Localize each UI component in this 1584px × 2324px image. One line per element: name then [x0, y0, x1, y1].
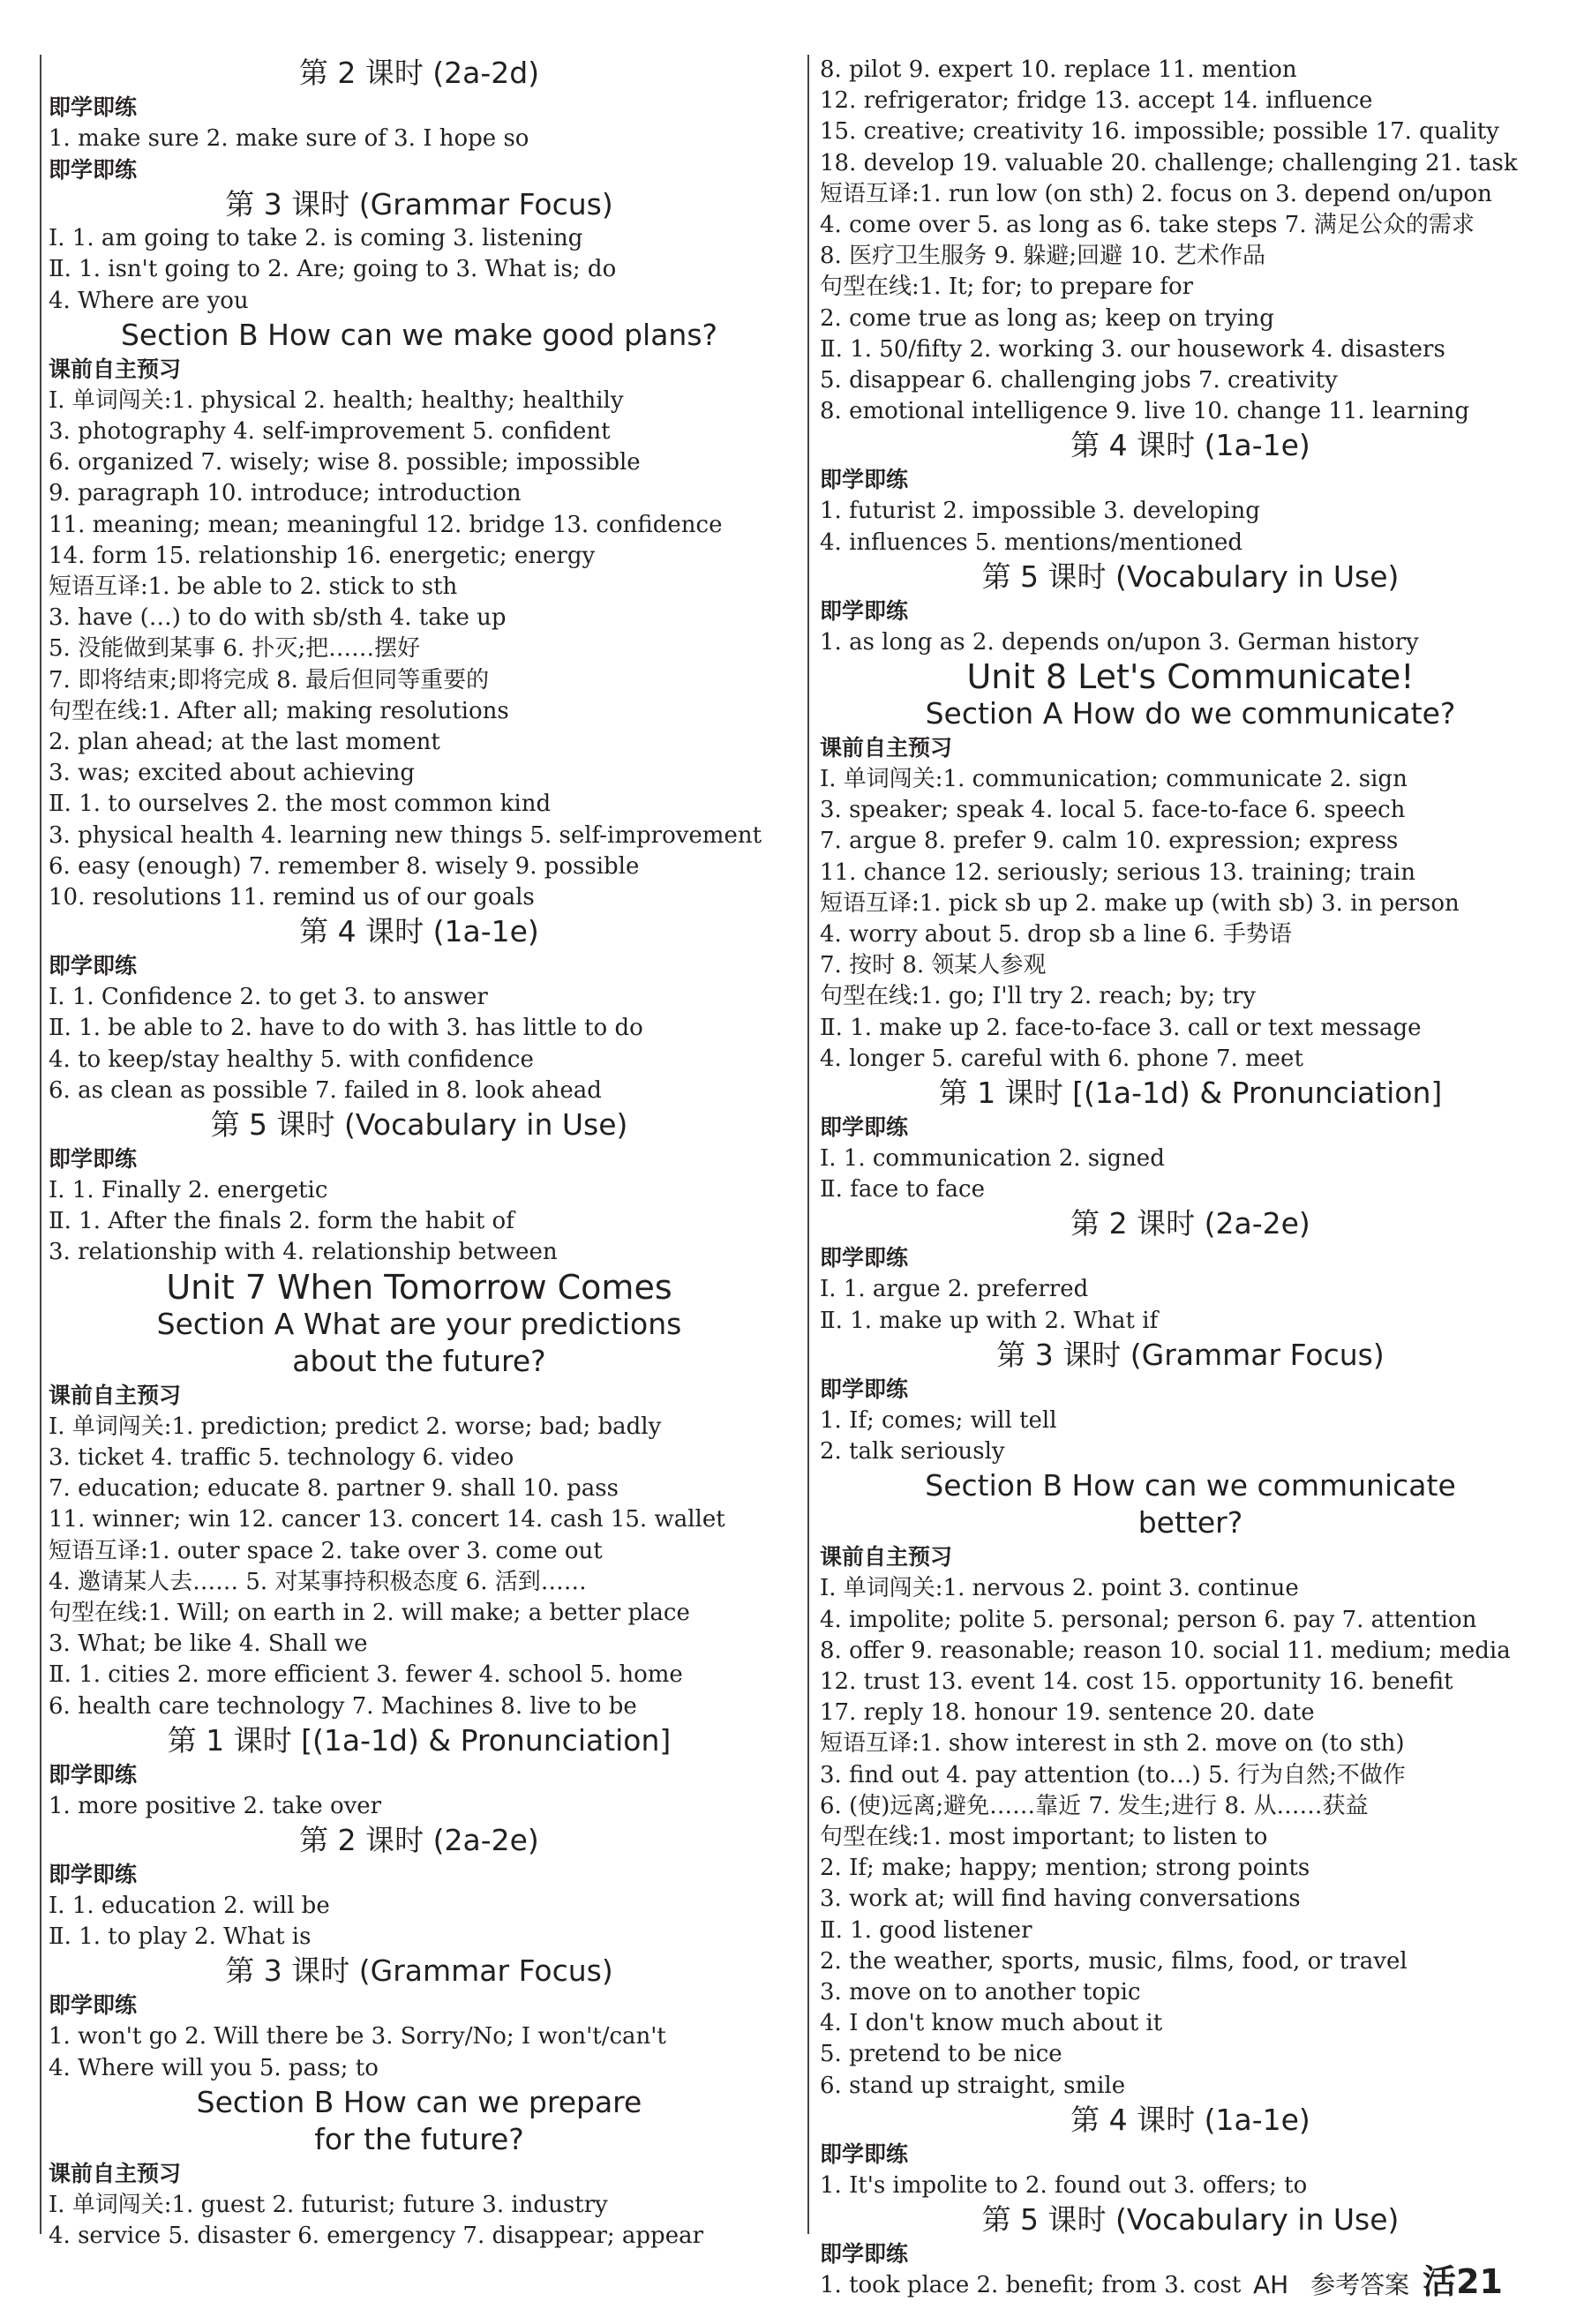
exercise-label: 即学即练 — [820, 1245, 909, 1271]
answer-line: 4. 邀请某人去…… 5. 对某事持积极态度 6. 活到…… — [49, 1568, 587, 1595]
section-heading: Section B How can we make good plans? — [120, 317, 718, 352]
answer-line: 1. make sure 2. make sure of 3. I hope so — [49, 125, 529, 152]
answer-line: 3. What; be like 4. Shall we — [49, 1631, 368, 1658]
answer-line: Ⅱ. 1. cities 2. more efficient 3. fewer 4. school 5. home — [49, 1661, 683, 1689]
section-heading: Section A What are your predictions — [156, 1306, 682, 1341]
answer-line: Ⅰ. 1. argue 2. preferred — [820, 1276, 1089, 1303]
unit-heading: Unit 8 Let's Communicate! — [966, 657, 1415, 697]
answer-line: 句型在线:1. most important; to listen to — [820, 1823, 1268, 1850]
answer-line: 2. plan ahead; at the last moment — [49, 729, 440, 756]
answer-line: 3. photography 4. self-improvement 5. confident — [49, 418, 611, 446]
answer-line: 18. develop 19. valuable 20. challenge; challenging 21. task — [820, 149, 1518, 176]
answer-line: 2. the weather, sports, music, films, food, or travel — [820, 1947, 1408, 1975]
answer-line: 短语互译:1. outer space 2. take over 3. come out — [49, 1537, 603, 1564]
answer-line: 7. education; educate 8. partner 9. shall 10. pass — [49, 1475, 619, 1503]
section-heading: Section B How can we prepare — [196, 2084, 642, 2119]
answer-line: 5. pretend to be nice — [820, 2041, 1062, 2068]
answer-line: 6. organized 7. wisely; wise 8. possible; impossible — [49, 449, 641, 476]
answer-line: 4. impolite; polite 5. personal; person 6. pay 7. attention — [820, 1606, 1477, 1633]
footer-page-prefix: 活 — [1423, 2262, 1457, 2301]
exercise-label: 即学即练 — [49, 94, 138, 120]
answer-line: 11. chance 12. seriously; serious 13. training; train — [820, 858, 1415, 886]
page-footer — [1253, 2254, 1503, 2303]
answer-line: 1. as long as 2. depends on/upon 3. German history — [820, 628, 1419, 656]
answer-line: 6. as clean as possible 7. failed in 8. look ahead — [49, 1076, 602, 1104]
answer-line: 9. paragraph 10. introduce; introduction — [49, 480, 522, 507]
footer-label: 参考答案 — [1310, 2270, 1410, 2299]
answer-line: 8. 医疗卫生服务 9. 躲避;回避 10. 艺术作品 — [820, 243, 1266, 270]
section-heading-cont: about the future? — [292, 1343, 546, 1378]
answer-line: 3. physical health 4. learning new things 5. self-improvement — [49, 821, 762, 849]
answer-line: Ⅱ. 1. After the finals 2. form the habit of — [49, 1208, 514, 1235]
exercise-label: 即学即练 — [820, 597, 909, 624]
answer-line: Ⅰ. 单词闯关:1. physical 2. health; healthy; healthily — [49, 386, 624, 414]
answer-line: 7. argue 8. prefer 9. calm 10. expression; express — [820, 828, 1399, 855]
exercise-label: 即学即练 — [49, 1861, 138, 1887]
exercise-label: 即学即练 — [820, 2140, 909, 2167]
answer-line: 4. to keep/stay healthy 5. with confidence — [49, 1046, 534, 1073]
exercise-label: 课前自主预习 — [49, 2160, 182, 2186]
answer-line: 4. worry about 5. drop sb a line 6. 手势语 — [820, 921, 1292, 948]
answer-line: 短语互译:1. be able to 2. stick to sth — [49, 574, 458, 601]
answer-line: 1. futurist 2. impossible 3. developing — [820, 498, 1260, 525]
answer-line: 句型在线:1. After all; making resolutions — [49, 697, 509, 724]
section-heading-cont: better? — [1137, 1505, 1243, 1541]
answer-line: 短语互译:1. run low (on sth) 2. focus on 3. depend on/upon — [820, 180, 1492, 207]
section-heading: 第 4 课时 (1a-1e) — [1070, 428, 1310, 463]
answer-line: Ⅰ. 1. education 2. will be — [49, 1892, 330, 1919]
page-number: 21 — [1456, 2262, 1503, 2301]
exercise-label: 即学即练 — [49, 1146, 138, 1173]
answer-line: 4. Where are you — [49, 287, 249, 314]
section-heading: 第 3 课时 (Grammar Focus) — [225, 1953, 613, 1989]
answer-line: 8. offer 9. reasonable; reason 10. social 11. medium; media — [820, 1637, 1511, 1664]
answer-line: 7. 按时 8. 领某人参观 — [820, 952, 1047, 979]
answer-line: 3. ticket 4. traffic 5. technology 6. video — [49, 1443, 514, 1471]
answer-line: Ⅱ. face to face — [820, 1176, 985, 1203]
section-heading: 第 3 课时 (Grammar Focus) — [996, 1337, 1385, 1372]
section-heading: 第 4 课时 (1a-1e) — [299, 914, 539, 949]
answer-line: 3. speaker; speak 4. local 5. face-to-face 6. speech — [820, 797, 1406, 824]
answer-line: 3. have (…) to do with sb/sth 4. take up — [49, 604, 507, 632]
answer-line: Ⅱ. 1. be able to 2. have to do with 3. has little to do — [49, 1015, 643, 1042]
exercise-label: 课前自主预习 — [49, 356, 182, 382]
section-heading-cont: for the future? — [314, 2121, 524, 2156]
answer-line: 2. talk seriously — [820, 1438, 1005, 1466]
answer-line: 3. work at; will find having conversations — [820, 1885, 1301, 1913]
answer-line: 4. longer 5. careful with 6. phone 7. meet — [820, 1045, 1303, 1072]
answer-line: 4. service 5. disaster 6. emergency 7. disappear; appear — [49, 2222, 704, 2249]
exercise-label: 课前自主预习 — [820, 1544, 953, 1571]
answer-line: 2. If; make; happy; mention; strong points — [820, 1855, 1310, 1882]
section-heading: 第 2 课时 (2a-2e) — [1070, 1206, 1310, 1241]
answer-line: 4. come over 5. as long as 6. take steps 7. 满足公众的需求 — [820, 212, 1475, 239]
answer-line: Ⅰ. 1. communication 2. signed — [820, 1145, 1165, 1173]
unit-heading: Unit 7 When Tomorrow Comes — [166, 1267, 672, 1307]
answer-line: 短语互译:1. pick sb up 2. make up (with sb) 3. in person — [820, 889, 1460, 917]
answer-line: 4. influences 5. mentions/mentioned — [820, 529, 1243, 556]
answer-line: Ⅰ. 单词闯关:1. guest 2. futurist; future 3. industry — [49, 2191, 608, 2218]
section-heading: 第 2 课时 (2a-2d) — [298, 56, 540, 90]
section-heading: Section B How can we communicate — [925, 1468, 1456, 1503]
section-heading: 第 2 课时 (2a-2e) — [299, 1822, 539, 1857]
answer-line: 12. refrigerator; fridge 13. accept 14. influence — [820, 87, 1373, 115]
answer-line: Ⅱ. 1. to ourselves 2. the most common kind — [49, 791, 552, 818]
answer-line: 5. 没能做到某事 6. 扑灭;把……摆好 — [49, 635, 421, 663]
answer-line: Ⅰ. 1. Finally 2. energetic — [49, 1177, 328, 1204]
answer-line: 2. come true as long as; keep on trying — [820, 304, 1274, 332]
section-heading: 第 5 课时 (Vocabulary in Use) — [210, 1107, 628, 1143]
exercise-label: 即学即练 — [820, 1114, 909, 1141]
footer-code: AH — [1253, 2270, 1289, 2299]
exercise-label: 即学即练 — [820, 2240, 909, 2267]
answer-line: Ⅱ. 1. make up 2. face-to-face 3. call or text message — [820, 1014, 1422, 1041]
answer-line: 3. was; excited about achieving — [49, 760, 416, 787]
answer-line: Ⅱ. 1. isn't going to 2. Are; going to 3. What is; do — [49, 256, 617, 283]
section-heading: 第 1 课时 [(1a-1d) & Pronunciation] — [167, 1722, 672, 1758]
answer-line: 1. won't go 2. Will there be 3. Sorry/No; I won't/can't — [49, 2023, 666, 2050]
exercise-label: 即学即练 — [820, 1376, 909, 1402]
answer-line: Ⅱ. 1. 50/fifty 2. working 3. our housework 4. disasters — [820, 335, 1445, 363]
section-heading: 第 5 课时 (Vocabulary in Use) — [981, 559, 1400, 594]
answer-line: Ⅰ. 单词闯关:1. communication; communicate 2. sign — [820, 766, 1408, 793]
answer-line: 3. move on to another topic — [820, 1978, 1141, 2005]
answer-line: 12. trust 13. event 14. cost 15. opportunity 16. benefit — [820, 1668, 1453, 1695]
answer-line: Ⅰ. 单词闯关:1. nervous 2. point 3. continue — [820, 1575, 1299, 1602]
exercise-label: 即学即练 — [820, 467, 909, 493]
answer-line: 7. 即将结束;即将完成 8. 最后但同等重要的 — [49, 666, 490, 693]
answer-line: 11. meaning; mean; meaningful 12. bridge 13. confidence — [49, 511, 723, 538]
exercise-label: 课前自主预习 — [820, 735, 953, 761]
answer-line: Ⅰ. 单词闯关:1. prediction; predict 2. worse; bad; badly — [49, 1413, 662, 1440]
answer-line: Ⅱ. 1. make up with 2. What if — [820, 1307, 1159, 1334]
section-heading: 第 5 课时 (Vocabulary in Use) — [981, 2201, 1400, 2237]
exercise-label: 即学即练 — [49, 157, 138, 184]
answer-line: 10. resolutions 11. remind us of our goals — [49, 884, 535, 911]
section-heading: 第 4 课时 (1a-1e) — [1070, 2102, 1310, 2137]
answer-line: Ⅰ. 1. Confidence 2. to get 3. to answer — [49, 984, 488, 1011]
answer-line: 4. Where will you 5. pass; to — [49, 2054, 379, 2081]
exercise-label: 即学即练 — [49, 1992, 138, 2019]
answer-line: 6. (使)远离;避免……靠近 7. 发生;进行 8. 从……获益 — [820, 1792, 1369, 1819]
answer-line: 8. emotional intelligence 9. live 10. change 11. learning — [820, 398, 1470, 425]
exercise-label: 即学即练 — [49, 1761, 138, 1788]
answer-line: 1. took place 2. benefit; from 3. cost — [820, 2271, 1242, 2298]
answer-line: 1. If; comes; will tell — [820, 1406, 1057, 1434]
answer-line: 5. disappear 6. challenging jobs 7. creativity — [820, 367, 1338, 394]
answer-line: 8. pilot 9. expert 10. replace 11. mention — [820, 56, 1297, 83]
section-heading: 第 1 课时 [(1a-1d) & Pronunciation] — [938, 1076, 1443, 1111]
answer-line: 3. find out 4. pay attention (to…) 5. 行为自然;不做作 — [820, 1761, 1406, 1788]
answer-line: 11. winner; win 12. cancer 13. concert 14. cash 15. wallet — [49, 1506, 725, 1533]
answer-line: 6. easy (enough) 7. remember 8. wisely 9. possible — [49, 852, 640, 880]
exercise-label: 即学即练 — [49, 953, 138, 979]
answer-line: 3. relationship with 4. relationship between — [49, 1239, 558, 1266]
answer-line: 4. I don't know much about it — [820, 2010, 1163, 2037]
answer-line: 14. form 15. relationship 16. energetic; energy — [49, 542, 596, 569]
answer-line: Ⅱ. 1. good listener — [820, 1916, 1032, 1944]
answer-line: 句型在线:1. It; for; to prepare for — [820, 274, 1194, 301]
left-column — [40, 55, 790, 2249]
answer-line: 17. reply 18. honour 19. sentence 20. date — [820, 1699, 1315, 1727]
answer-line: 6. stand up straight, smile — [820, 2072, 1126, 2099]
answer-line: 短语互译:1. show interest in sth 2. move on (to sth) — [820, 1730, 1405, 1758]
section-heading: Section A How do we communicate? — [925, 696, 1456, 731]
answer-line: 句型在线:1. Will; on earth in 2. will make; a better place — [49, 1599, 690, 1626]
answer-line: Ⅱ. 1. to play 2. What is — [49, 1923, 312, 1951]
answer-line: 句型在线:1. go; I'll try 2. reach; by; try — [820, 983, 1256, 1010]
section-heading: 第 3 课时 (Grammar Focus) — [225, 187, 613, 222]
answer-line: 15. creative; creativity 16. impossible; possible 17. quality — [820, 118, 1499, 146]
answer-line: 1. more positive 2. take over — [49, 1792, 382, 1819]
answer-line: Ⅰ. 1. am going to take 2. is coming 3. listening — [49, 225, 583, 252]
answer-line: 6. health care technology 7. Machines 8. live to be — [49, 1692, 637, 1720]
exercise-label: 课前自主预习 — [49, 1382, 182, 1408]
answer-line: 1. It's impolite to 2. found out 3. offers; to — [820, 2171, 1308, 2199]
